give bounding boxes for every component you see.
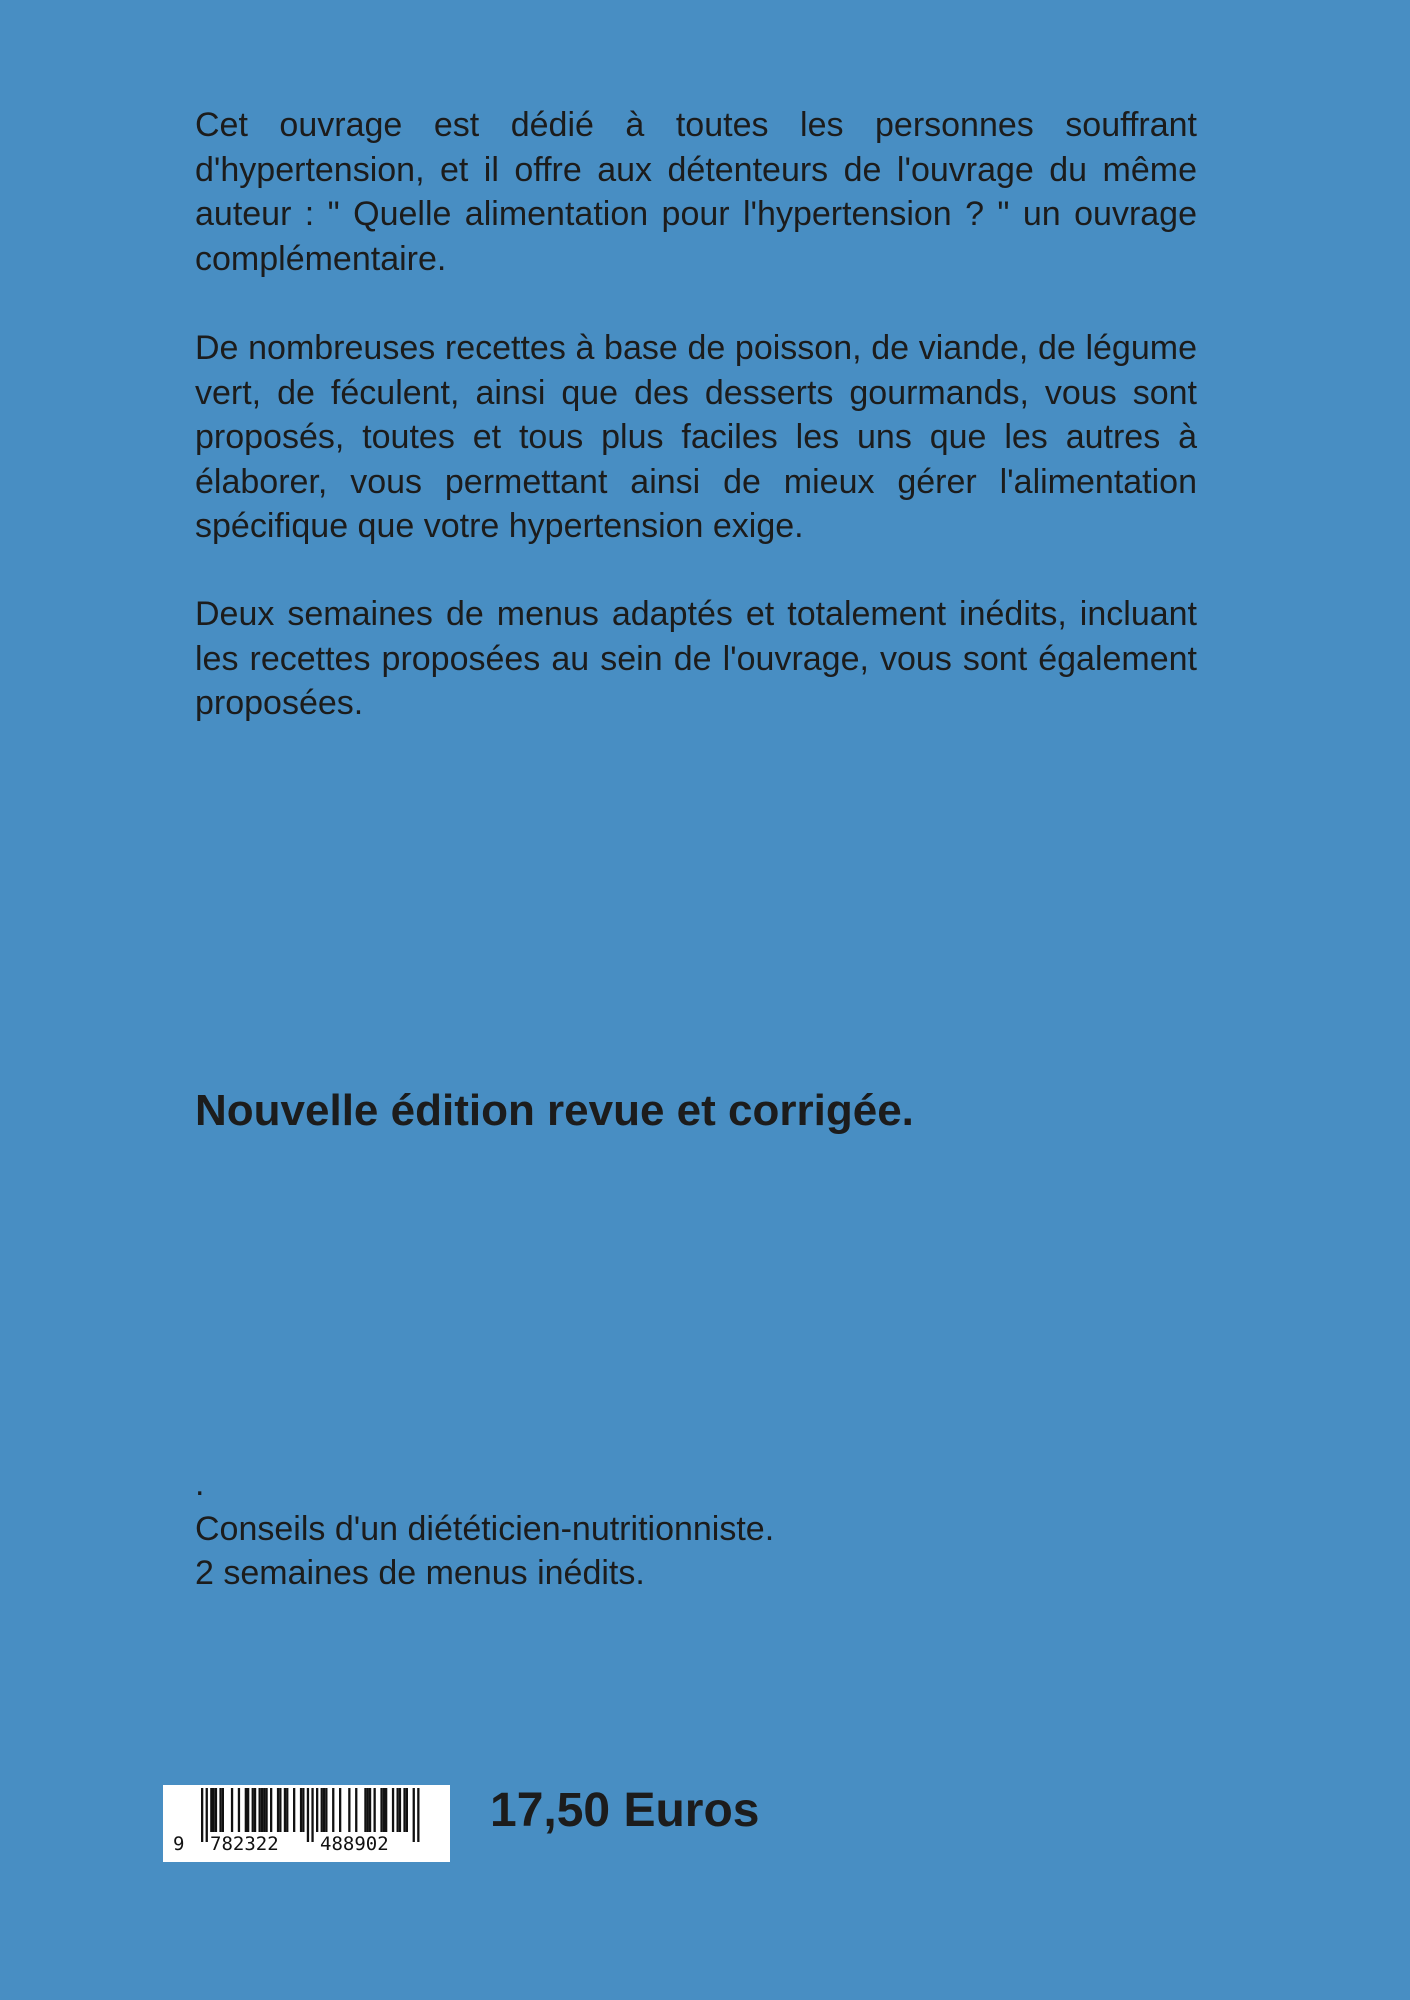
barcode-bar (247, 1788, 249, 1832)
barcode-digits (163, 1833, 450, 1859)
barcode-bar (279, 1788, 281, 1832)
barcode-bar (325, 1788, 327, 1832)
barcode-left-group: 782322 (210, 1833, 279, 1855)
barcode-bar (219, 1788, 221, 1832)
barcode-bar (397, 1788, 399, 1832)
barcode-bar (245, 1788, 247, 1832)
description-paragraph-2: De nombreuses recettes à base de poisson, de viande, de légume vert, de féculent, ainsi que des desserts gourmands, vous sont proposés, toutes et tous plus faciles les uns que les autres à élaborer, vous permettant ainsi de mieux gérer l'alimentation spécifique que votre hypertension exige. (195, 329, 1197, 545)
barcode-first-digit: 9 (173, 1833, 185, 1855)
barcode-bar (259, 1788, 261, 1832)
price: 17,50 Euros (490, 1784, 760, 1837)
barcode-bar (261, 1788, 263, 1832)
barcode-bar (399, 1788, 401, 1832)
barcode-bar (369, 1788, 371, 1832)
description-paragraph-1: Cet ouvrage est dédié à toutes les personnes souffrant d'hypertension, et il offre aux détenteurs de l'ouvrage du même auteur : " Quelle alimentation pour l'hypertension ? " un ouvrage complémentaire. (195, 106, 1197, 278)
barcode-bar (300, 1788, 302, 1832)
barcode-bar (293, 1788, 295, 1832)
notes-block (195, 1462, 774, 1596)
barcode-bar (265, 1788, 267, 1832)
barcode-bar (254, 1788, 256, 1832)
edition-note: Nouvelle édition revue et corrigée. (195, 1086, 914, 1135)
notes-dot: . (195, 1465, 205, 1503)
barcode-bar (364, 1788, 366, 1832)
barcode-bar (284, 1788, 286, 1832)
barcode-bar (339, 1788, 341, 1832)
barcode-bar (213, 1788, 215, 1832)
description-paragraph-3: Deux semaines de menus adaptés et totalement inédits, incluant les recettes proposées au sein de l'ouvrage, vous sont également proposées. (195, 595, 1197, 722)
barcode-bar (238, 1788, 240, 1832)
barcode-bar (277, 1788, 279, 1832)
barcode-bar (321, 1788, 323, 1832)
barcode-bar (302, 1788, 304, 1832)
barcode-bar (380, 1788, 382, 1832)
barcode-bar (222, 1788, 224, 1832)
barcode-bar (286, 1788, 288, 1832)
barcode-bar (270, 1788, 272, 1832)
barcode-bar (406, 1788, 408, 1832)
isbn-barcode (163, 1785, 450, 1862)
notes-line-menus: 2 semaines de menus inédits. (195, 1554, 645, 1592)
barcode-bar (215, 1788, 217, 1832)
barcode-bar (374, 1788, 376, 1832)
barcode-bar (332, 1788, 334, 1832)
barcode-bar (316, 1788, 318, 1832)
barcode-bar (392, 1788, 394, 1832)
barcode-bar (231, 1788, 233, 1832)
barcode-bar (252, 1788, 254, 1832)
barcode-bar (210, 1788, 212, 1832)
barcode-bar (348, 1788, 350, 1832)
barcode-bar (323, 1788, 325, 1832)
barcode-right-group: 488902 (320, 1833, 389, 1855)
barcode-bar (385, 1788, 387, 1832)
barcode-bar (367, 1788, 369, 1832)
barcode-bar (263, 1788, 265, 1832)
notes-line-advice: Conseils d'un diététicien-nutritionniste. (195, 1509, 775, 1548)
barcode-bar (355, 1788, 357, 1832)
barcode-bar (383, 1788, 385, 1832)
barcode-bar (403, 1788, 405, 1832)
